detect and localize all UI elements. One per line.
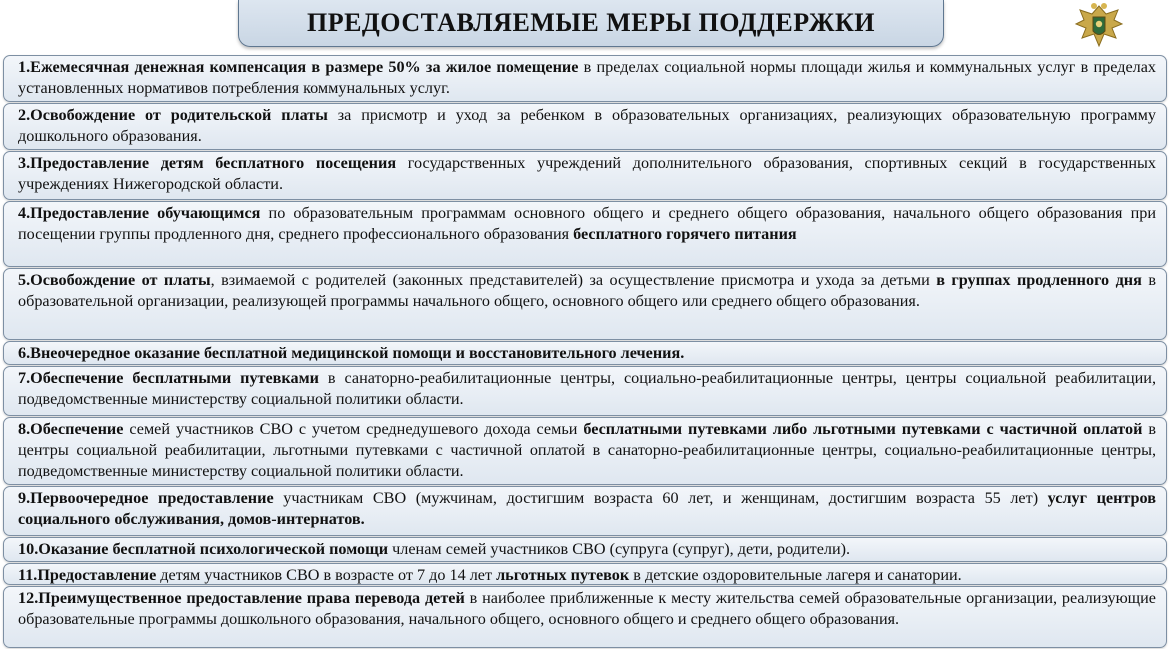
support-item-12	[3, 586, 1167, 648]
text-segment: 10.Оказание бесплатной психологической помощи	[18, 540, 389, 558]
item-text-3	[18, 154, 1156, 193]
text-segment: 4.Предоставление обучающимся	[18, 204, 261, 222]
text-segment: , взимаемой с родителей (законных представителей) за осуществление присмотра и ухода за детьми	[210, 271, 937, 289]
text-segment: бесплатного горячего питания	[573, 225, 797, 243]
text-segment: по образовательным программам основного общего и среднего общего образования, начального общего образования при посещении группы продленного дня, среднего профессионального образования	[18, 204, 1156, 243]
text-segment: детям участников СВО в возрасте от 7 до 14 лет	[156, 566, 497, 584]
text-segment: 1.Ежемесячная денежная компенсация в размере 50% за жилое помещение	[18, 58, 579, 76]
item-text-6	[18, 344, 684, 362]
text-segment: услуг центров социального обслуживания, домов-интернатов.	[18, 489, 1156, 528]
support-item-1	[3, 55, 1167, 102]
item-text-9	[18, 489, 1156, 528]
support-item-10	[3, 537, 1167, 562]
text-segment: 7.Обеспечение бесплатными путевками	[18, 369, 319, 387]
support-item-6	[3, 341, 1167, 365]
support-item-11	[3, 563, 1167, 585]
text-segment: 8.Обеспечение	[18, 420, 124, 438]
text-segment: 3.Предоставление детям бесплатного посещения	[18, 154, 397, 172]
text-segment: участникам СВО (мужчинам, достигшим возраста 60 лет, и женщинам, достигшим возраста 55 лет)	[273, 489, 1048, 507]
support-item-4	[3, 201, 1167, 267]
item-text-11	[18, 566, 962, 584]
text-segment: в группах продленного дня	[936, 271, 1142, 289]
text-segment: членам семей участников СВО (супруга (супруг), дети, родители).	[388, 540, 851, 558]
item-text-2	[18, 106, 1156, 145]
support-item-8	[3, 417, 1167, 485]
support-item-5	[3, 268, 1167, 340]
text-segment: 11.Предоставление	[18, 566, 157, 584]
text-segment: 2.Освобождение от родительской платы	[18, 106, 328, 124]
item-text-7	[18, 369, 1156, 408]
item-text-1	[18, 58, 1156, 97]
support-item-2	[3, 103, 1167, 150]
text-segment: 9.Первоочередное предоставление	[18, 489, 274, 507]
support-item-3	[3, 151, 1167, 200]
item-text-4	[18, 204, 1156, 243]
text-segment: 12.Преимущественное предоставление права перевода детей	[18, 589, 465, 607]
item-text-12	[18, 589, 1156, 628]
title-banner	[238, 0, 944, 47]
text-segment: в санаторно-реабилитационные центры, социально-реабилитационные центры, центры социальной реабилитации, подведомственные министерству социальной политики области.	[18, 369, 1156, 408]
item-text-5	[18, 271, 1156, 310]
emblem-icon	[1072, 0, 1126, 50]
text-segment: в наиболее приближенные к месту жительства семей образовательные организации, реализующие образовательные программы дошкольного образования, начального общего, основного общего и среднего общего образования.	[18, 589, 1156, 628]
support-item-9	[3, 486, 1167, 536]
text-segment: 5.Освобождение от платы	[18, 271, 211, 289]
text-segment: льготных путевок	[496, 566, 630, 584]
item-text-10	[18, 540, 850, 558]
text-segment: семей участников СВО с учетом среднедушевого дохода семьи	[123, 420, 584, 438]
text-segment: государственных учреждений дополнительного образования, спортивных секций в государственных учреждениях Нижегородской области.	[18, 154, 1156, 193]
text-segment: в детские оздоровительные лагеря и санатории.	[629, 566, 962, 584]
page-title: ПРЕДОСТАВЛЯЕМЫЕ МЕРЫ ПОДДЕРЖКИ	[306, 8, 876, 37]
item-text-8	[18, 420, 1156, 480]
text-segment: бесплатными путевками либо льготными путевками с частичной оплатой	[583, 420, 1143, 438]
support-item-7	[3, 366, 1167, 416]
text-segment: за присмотр и уход за ребенком в образовательных организациях, реализующих образовательную программу дошкольного образования.	[18, 106, 1156, 145]
text-segment: в центры социальной реабилитации, льготными путевками с частичной оплатой в санаторно-реабилитационные центры, социально-реабилитационные центры, подведомственные министерству социальной политики области.	[18, 420, 1156, 480]
text-segment: в образовательной организации, реализующей программы начального общего, основного общего или среднего общего образования.	[18, 271, 1156, 310]
text-segment: 6.Внеочередное оказание бесплатной медицинской помощи и восстановительного лечения.	[18, 344, 685, 362]
text-segment: в пределах социальной нормы площади жилья и коммунальных услуг в пределах установленных нормативов потребления коммунальных услуг.	[18, 58, 1156, 97]
